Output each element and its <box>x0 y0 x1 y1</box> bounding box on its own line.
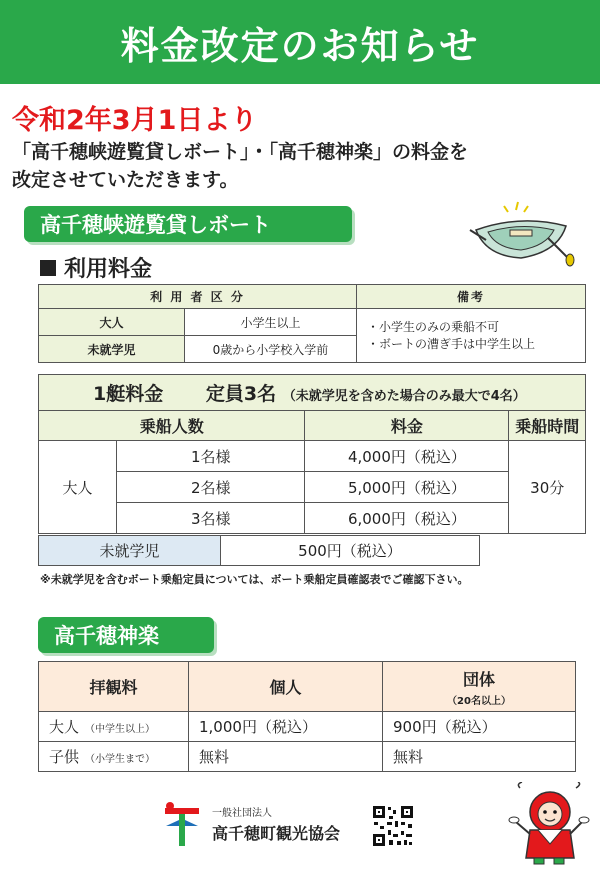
kagura-category-note: （中学生以上） <box>85 724 156 735</box>
adult-label: 大人 <box>39 441 117 534</box>
kagura-row-label <box>39 742 189 772</box>
boat-fee: 6,000円（税込） <box>305 503 509 534</box>
intro-line-2: 改定させていただきます。 <box>12 169 239 191</box>
capacity-footnote: ※未就学児を含むボート乗船定員については、ボート乗船定員確認表でご確認下さい。 <box>40 573 469 586</box>
rowboat-icon <box>466 200 576 268</box>
note-item: ・ボートの漕ぎ手は中学生以上 <box>367 336 536 351</box>
organization-name: 高千穂町観光協会 <box>212 824 341 843</box>
fee-heading-label: 利用料金 <box>64 257 153 282</box>
note-item: ・小学生のみの乗船不可 <box>367 319 500 334</box>
boat-section-title: 高千穂峡遊覧貸しボート <box>24 206 352 242</box>
organization-block <box>162 800 340 848</box>
fee-heading <box>40 252 152 283</box>
passenger-count: 2名様 <box>117 472 305 503</box>
notes-header: 備考 <box>357 285 586 309</box>
boat-price-table <box>38 374 586 534</box>
intro-line-1: 「高千穂峡遊覧貸しボート」・「高千穂神楽」の料金を <box>12 141 469 163</box>
kagura-fee-table <box>38 661 576 772</box>
mascot-character-icon <box>508 782 590 866</box>
notice-header <box>0 0 600 84</box>
effective-date: 令和2年3月1日より <box>12 105 258 136</box>
category-value: 0歳から小学校入学前 <box>185 336 357 363</box>
preschool-fee: 500円（税込） <box>221 536 480 566</box>
viewing-fee-header: 拝観料 <box>39 662 189 712</box>
price-table-title <box>39 375 586 411</box>
preschool-fee-table <box>38 535 480 566</box>
group-header-label: 団体 <box>462 669 495 689</box>
organization-text <box>212 804 340 844</box>
ride-duration: 30分 <box>509 441 586 534</box>
individual-fee: 無料 <box>189 742 383 772</box>
intro-text <box>12 138 592 194</box>
per-boat-fee-label: 1艇料金 <box>93 383 164 405</box>
individual-header: 個人 <box>189 662 383 712</box>
time-header: 乗船時間 <box>509 411 586 441</box>
kagura-category-note: （小学生まで） <box>85 754 156 765</box>
kagura-category: 大人 <box>49 718 80 736</box>
passenger-count: 3名様 <box>117 503 305 534</box>
user-category-table <box>38 284 586 363</box>
passengers-header: 乗船人数 <box>39 411 305 441</box>
kagura-row-label <box>39 712 189 742</box>
group-fee: 無料 <box>383 742 576 772</box>
group-header-note: （20名以上） <box>447 695 511 707</box>
category-label: 大人 <box>39 309 185 336</box>
association-logo-icon <box>162 800 202 848</box>
kagura-section-title: 高千穂神楽 <box>38 617 214 653</box>
preschool-label: 未就学児 <box>39 536 221 566</box>
boat-fee: 5,000円（税込） <box>305 472 509 503</box>
page-title: 料金改定のお知らせ <box>120 23 480 68</box>
qr-code-icon[interactable] <box>371 804 415 848</box>
passenger-count: 1名様 <box>117 441 305 472</box>
category-notes <box>357 309 586 363</box>
fee-header: 料金 <box>305 411 509 441</box>
square-bullet-icon <box>40 260 56 276</box>
boat-fee: 4,000円（税込） <box>305 441 509 472</box>
capacity-note: （未就学児を含めた場合のみ最大で4名） <box>282 389 526 404</box>
group-fee: 900円（税込） <box>383 712 576 742</box>
category-label: 未就学児 <box>39 336 185 363</box>
individual-fee: 1,000円（税込） <box>189 712 383 742</box>
kagura-category: 子供 <box>49 748 80 766</box>
user-category-header: 利 用 者 区 分 <box>39 285 357 309</box>
category-value: 小学生以上 <box>185 309 357 336</box>
capacity-label: 定員3名 <box>205 383 277 405</box>
organization-type: 一般社団法人 <box>212 808 272 819</box>
group-header <box>383 662 576 712</box>
